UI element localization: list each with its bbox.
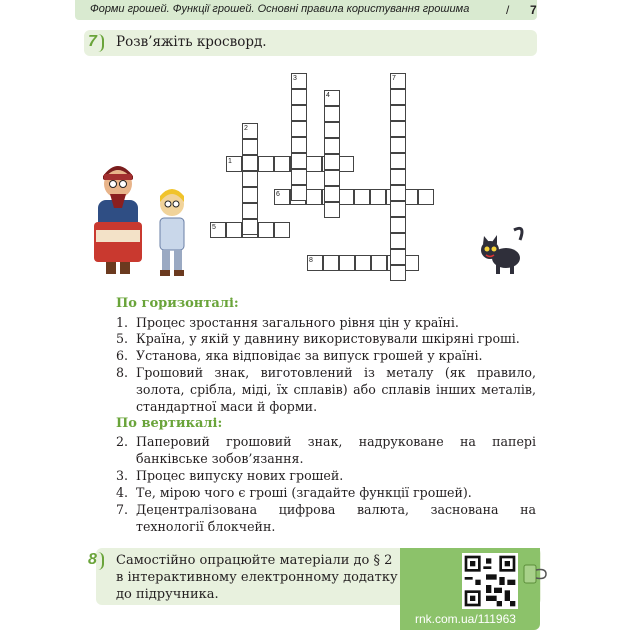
clue-item bbox=[116, 314, 540, 331]
clue-number: 5. bbox=[116, 331, 129, 346]
crossword-cell[interactable] bbox=[324, 122, 340, 138]
crossword-cell[interactable] bbox=[339, 255, 355, 271]
crossword-cell[interactable] bbox=[390, 185, 406, 201]
crossword-cell[interactable] bbox=[390, 89, 406, 105]
clue-item bbox=[116, 467, 540, 484]
task7-number: 7 bbox=[88, 33, 97, 50]
task8-line1: Самостійно опрацюйте матеріали до § 2 bbox=[116, 553, 393, 568]
crossword-cell[interactable] bbox=[291, 105, 307, 121]
task8-line3: до підручника. bbox=[116, 587, 219, 602]
crossword-number-1: 1 bbox=[228, 158, 232, 165]
task8-bracket bbox=[94, 552, 104, 570]
clue-number: 8. bbox=[116, 365, 129, 380]
crossword-cell[interactable] bbox=[291, 185, 307, 201]
clue-item bbox=[116, 347, 540, 364]
clue-number: 7. bbox=[116, 502, 129, 517]
qr-code[interactable] bbox=[462, 553, 518, 609]
vertical-heading: По вертикалі: bbox=[116, 416, 223, 431]
crossword-cell[interactable] bbox=[274, 222, 290, 238]
header-separator: / bbox=[506, 3, 510, 17]
task7-instruction: Розв’яжіть кросворд. bbox=[116, 34, 267, 50]
clue-number: 4. bbox=[116, 485, 129, 500]
clue-item bbox=[116, 364, 540, 415]
crossword-cell[interactable] bbox=[390, 265, 406, 281]
crossword-cell[interactable] bbox=[242, 187, 258, 203]
crossword-number-7: 7 bbox=[392, 75, 396, 82]
crossword-cell[interactable] bbox=[370, 189, 386, 205]
clue-number: 2. bbox=[116, 434, 129, 449]
crossword-cell[interactable] bbox=[242, 171, 258, 187]
clue-text: Установа, яка відповідає за випуск грошей у країні. bbox=[136, 348, 483, 363]
task8-number: 8 bbox=[88, 551, 97, 568]
crossword-cell[interactable] bbox=[324, 106, 340, 122]
crossword-cell[interactable] bbox=[242, 139, 258, 155]
crossword-cell[interactable] bbox=[291, 169, 307, 185]
clue-text: Процес зростання загального рівня цін у країні. bbox=[136, 315, 459, 330]
clue-number: 6. bbox=[116, 348, 129, 363]
crossword-cell[interactable] bbox=[291, 137, 307, 153]
crossword-cell[interactable] bbox=[324, 138, 340, 154]
crossword-number-6: 6 bbox=[276, 191, 280, 198]
clue-text: Процес випуску нових грошей. bbox=[136, 468, 344, 483]
crossword-cell[interactable] bbox=[354, 189, 370, 205]
crossword-number-5: 5 bbox=[212, 224, 216, 231]
crossword-cell[interactable] bbox=[390, 233, 406, 249]
crossword-number-2: 2 bbox=[244, 125, 248, 132]
task7-bracket bbox=[94, 34, 104, 52]
crossword-cell[interactable] bbox=[390, 169, 406, 185]
crossword-number-8: 8 bbox=[309, 257, 313, 264]
page-number: 7 bbox=[530, 3, 537, 17]
crossword-cell[interactable] bbox=[324, 202, 340, 218]
crossword-cell[interactable] bbox=[291, 153, 307, 169]
crossword-cell[interactable] bbox=[371, 255, 387, 271]
horizontal-heading: По горизонталі: bbox=[116, 296, 239, 311]
clue-number: 1. bbox=[116, 315, 129, 330]
crossword-cell[interactable] bbox=[291, 121, 307, 137]
crossword-cell[interactable] bbox=[324, 154, 340, 170]
cat-illustration bbox=[474, 220, 530, 276]
task8-line2: в інтерактивному електронному додатку bbox=[116, 570, 398, 585]
crossword-cell[interactable] bbox=[390, 201, 406, 217]
boy-illustration bbox=[152, 188, 192, 278]
clue-item bbox=[116, 484, 540, 501]
crossword-cell[interactable] bbox=[324, 186, 340, 202]
task8-text bbox=[116, 552, 406, 603]
clue-text: Країна, у якій у давнину використовували шкіряні гроші. bbox=[136, 331, 520, 346]
clue-text: Децентралізована цифрова валюта, заснована на технології блокчейн. bbox=[136, 502, 536, 534]
clue-text: Паперовий грошовий знак, надруковане на папері банківське зобов’язання. bbox=[136, 434, 536, 466]
crossword-cell[interactable] bbox=[338, 156, 354, 172]
clue-item bbox=[116, 433, 540, 467]
qr-code-icon bbox=[462, 553, 518, 609]
clue-text: Те, мірою чого є гроші (згадайте функції грошей). bbox=[136, 485, 472, 500]
crossword-cell[interactable] bbox=[306, 156, 322, 172]
paperclip-icon bbox=[522, 562, 550, 586]
crossword-cell[interactable] bbox=[355, 255, 371, 271]
crossword-cell[interactable] bbox=[390, 249, 406, 265]
crossword-cell[interactable] bbox=[390, 153, 406, 169]
woman-illustration bbox=[88, 160, 148, 280]
crossword-cell[interactable] bbox=[242, 155, 258, 171]
clue-item bbox=[116, 330, 540, 347]
resource-link[interactable]: rnk.com.ua/111963 bbox=[415, 612, 516, 626]
clue-text: Грошовий знак, виготовлений із металу (як правило, золота, срібла, міді, їх сплавів) або сплавів інших металів, стандартної маси й форми. bbox=[136, 365, 536, 414]
crossword-cell[interactable] bbox=[226, 222, 242, 238]
crossword-cell[interactable] bbox=[338, 189, 354, 205]
running-header-title: Форми грошей. Функції грошей. Основні правила користування грошима bbox=[90, 3, 470, 15]
crossword-cell[interactable] bbox=[258, 222, 274, 238]
crossword-cell[interactable] bbox=[242, 219, 258, 235]
clue-item bbox=[116, 501, 540, 535]
crossword-cell[interactable] bbox=[390, 137, 406, 153]
crossword-cell[interactable] bbox=[306, 189, 322, 205]
crossword-cell[interactable] bbox=[242, 203, 258, 219]
clue-number: 3. bbox=[116, 468, 129, 483]
crossword-cell[interactable] bbox=[258, 156, 274, 172]
crossword-cell[interactable] bbox=[274, 156, 290, 172]
crossword-cell[interactable] bbox=[390, 105, 406, 121]
crossword-number-3: 3 bbox=[293, 75, 297, 82]
crossword-cell[interactable] bbox=[324, 170, 340, 186]
crossword-cell[interactable] bbox=[390, 217, 406, 233]
crossword-cell[interactable] bbox=[291, 89, 307, 105]
crossword-cell[interactable] bbox=[323, 255, 339, 271]
crossword-number-4: 4 bbox=[326, 92, 330, 99]
crossword-cell[interactable] bbox=[418, 189, 434, 205]
crossword-cell[interactable] bbox=[390, 121, 406, 137]
